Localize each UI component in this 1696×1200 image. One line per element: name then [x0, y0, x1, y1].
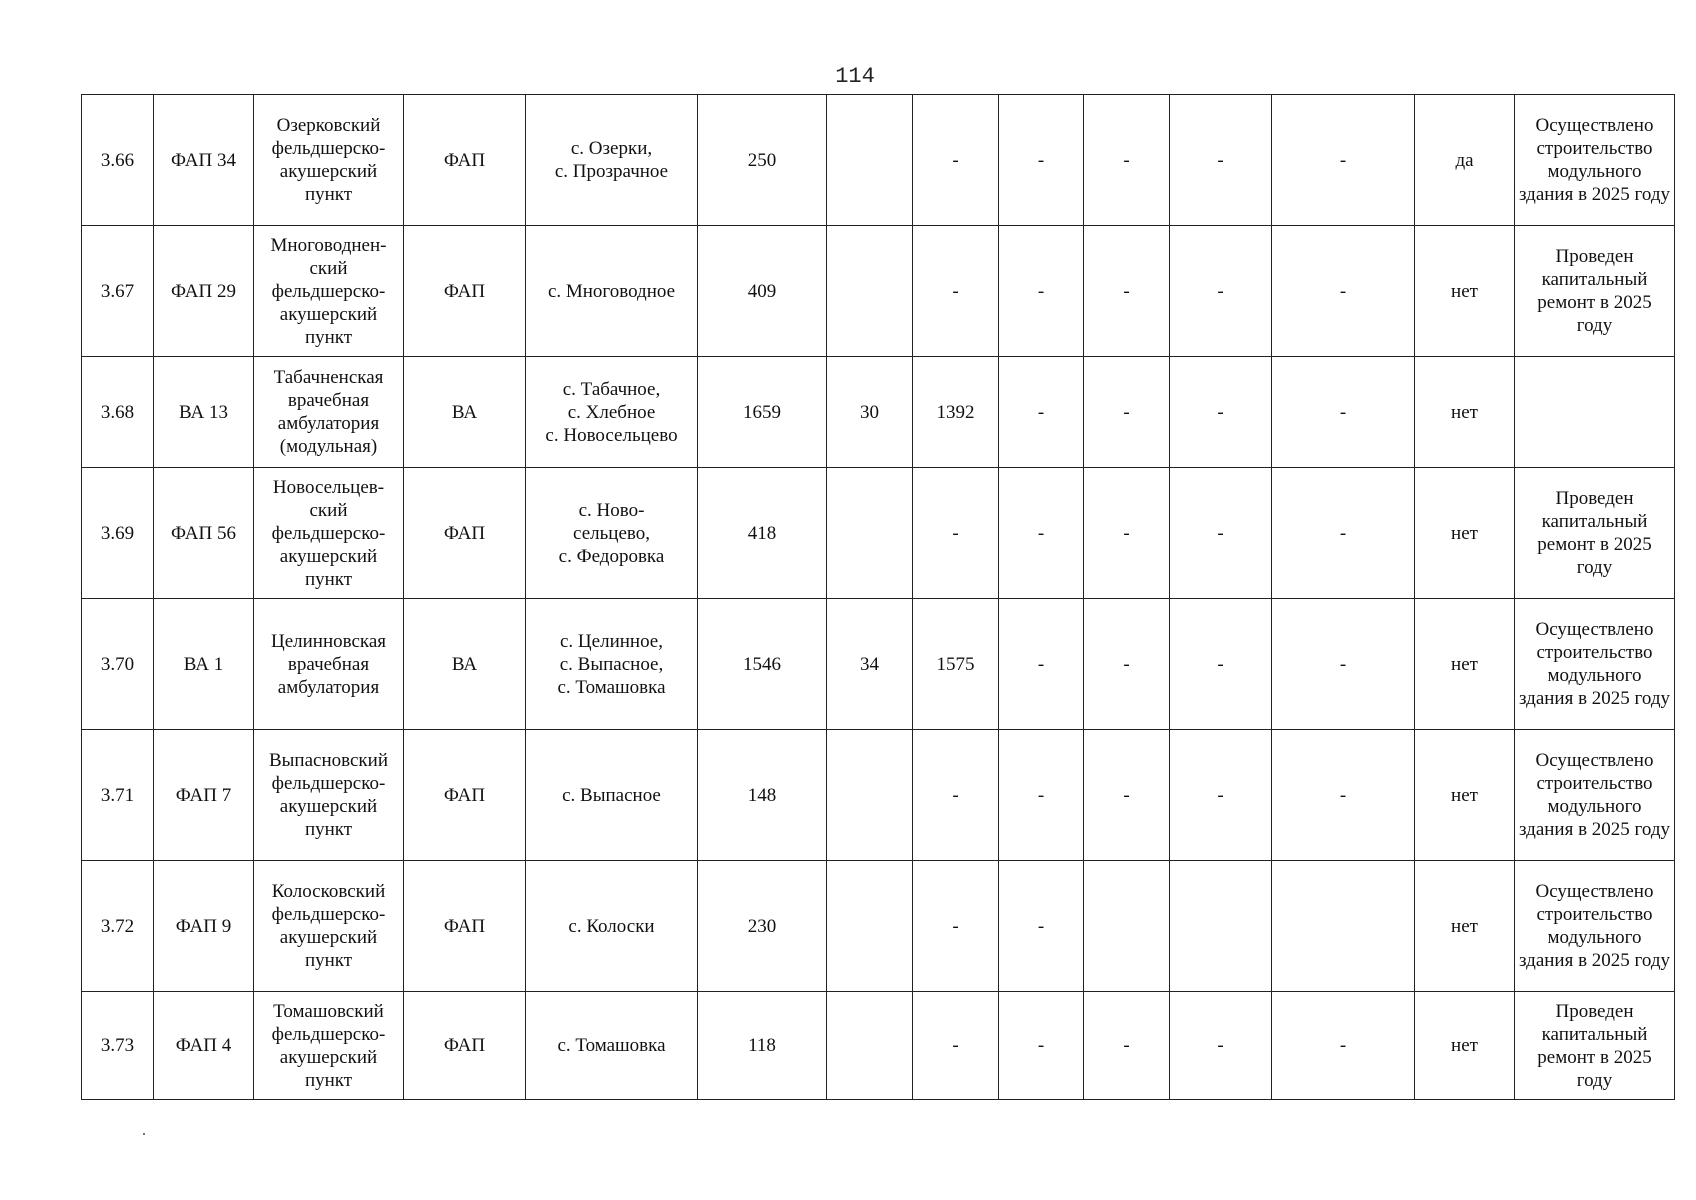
cell-col10-cell: - — [1084, 599, 1170, 730]
population-cell: 409 — [698, 226, 827, 357]
cell-col8-cell: - — [913, 468, 999, 599]
cell-col8-cell: - — [913, 992, 999, 1100]
facility-code-cell: ФАП 4 — [154, 992, 254, 1100]
facility-type-cell: ВА — [404, 599, 526, 730]
note-cell: Проведен капитальный ремонт в 2025 году — [1515, 992, 1675, 1100]
table-row — [82, 599, 1675, 730]
cell-col10-cell: - — [1084, 226, 1170, 357]
cell-col9-cell: - — [999, 357, 1084, 468]
cell-col10-cell — [1084, 861, 1170, 992]
facility-code-cell: ФАП 56 — [154, 468, 254, 599]
flag-cell: нет — [1415, 730, 1515, 861]
settlements-cell: с. Многоводное — [526, 226, 698, 357]
table-row — [82, 95, 1675, 226]
cell-col7-cell — [827, 861, 913, 992]
cell-col12-cell: - — [1272, 599, 1415, 730]
cell-col12-cell: - — [1272, 730, 1415, 861]
facility-name-cell: Табачненская врачебная амбулатория (модульная) — [254, 357, 404, 468]
cell-col8-cell: - — [913, 226, 999, 357]
cell-col7-cell — [827, 468, 913, 599]
flag-cell: нет — [1415, 861, 1515, 992]
note-cell: Осуществлено строительство модульного здания в 2025 году — [1515, 730, 1675, 861]
row-number-cell: 3.70 — [82, 599, 154, 730]
settlements-cell: с. Выпасное — [526, 730, 698, 861]
settlements-cell: с. Колоски — [526, 861, 698, 992]
cell-col8-cell: 1392 — [913, 357, 999, 468]
cell-col8-cell: - — [913, 95, 999, 226]
cell-col11-cell: - — [1170, 599, 1272, 730]
population-cell: 148 — [698, 730, 827, 861]
cell-col12-cell: - — [1272, 468, 1415, 599]
population-cell: 1659 — [698, 357, 827, 468]
facility-code-cell: ВА 1 — [154, 599, 254, 730]
note-cell: Осуществлено строительство модульного здания в 2025 году — [1515, 861, 1675, 992]
flag-cell: нет — [1415, 599, 1515, 730]
facility-name-cell: Озерковский фельдшерско-акушерский пункт — [254, 95, 404, 226]
cell-col7-cell — [827, 992, 913, 1100]
flag-cell: нет — [1415, 357, 1515, 468]
facility-type-cell: ФАП — [404, 992, 526, 1100]
facility-code-cell: ФАП 34 — [154, 95, 254, 226]
cell-col11-cell — [1170, 861, 1272, 992]
facility-type-cell: ФАП — [404, 468, 526, 599]
cell-col12-cell: - — [1272, 992, 1415, 1100]
cell-col8-cell: - — [913, 730, 999, 861]
facility-name-cell: Многоводнен-ский фельдшерско-акушерский пункт — [254, 226, 404, 357]
table-row — [82, 730, 1675, 861]
facility-type-cell: ФАП — [404, 730, 526, 861]
settlements-cell: с. Ново- сельцево, с. Федоровка — [526, 468, 698, 599]
table-body — [82, 95, 1675, 1100]
row-number-cell: 3.72 — [82, 861, 154, 992]
cell-col7-cell: 30 — [827, 357, 913, 468]
population-cell: 118 — [698, 992, 827, 1100]
cell-col9-cell: - — [999, 226, 1084, 357]
flag-cell: нет — [1415, 992, 1515, 1100]
population-cell: 250 — [698, 95, 827, 226]
settlements-cell: с. Томашовка — [526, 992, 698, 1100]
table-row — [82, 468, 1675, 599]
note-cell: Осуществлено строительство модульного здания в 2025 году — [1515, 95, 1675, 226]
cell-col12-cell — [1272, 861, 1415, 992]
cell-col9-cell: - — [999, 95, 1084, 226]
cell-col7-cell — [827, 226, 913, 357]
cell-col10-cell: - — [1084, 730, 1170, 861]
facilities-table — [81, 94, 1675, 1100]
table-row — [82, 861, 1675, 992]
cell-col9-cell: - — [999, 468, 1084, 599]
cell-col12-cell: - — [1272, 226, 1415, 357]
cell-col7-cell — [827, 730, 913, 861]
facility-type-cell: ФАП — [404, 226, 526, 357]
cell-col7-cell: 34 — [827, 599, 913, 730]
flag-cell: нет — [1415, 468, 1515, 599]
row-number-cell: 3.71 — [82, 730, 154, 861]
flag-cell: нет — [1415, 226, 1515, 357]
row-number-cell: 3.67 — [82, 226, 154, 357]
row-number-cell: 3.73 — [82, 992, 154, 1100]
table-row — [82, 357, 1675, 468]
scan-artifact — [143, 1133, 145, 1135]
cell-col10-cell: - — [1084, 992, 1170, 1100]
note-cell: Проведен капитальный ремонт в 2025 году — [1515, 468, 1675, 599]
facility-type-cell: ФАП — [404, 861, 526, 992]
table-row — [82, 226, 1675, 357]
settlements-cell: с. Табачное, с. Хлебное с. Новосельцево — [526, 357, 698, 468]
cell-col9-cell: - — [999, 599, 1084, 730]
cell-col11-cell: - — [1170, 730, 1272, 861]
facility-name-cell: Новосельцев-ский фельдшерско-акушерский пункт — [254, 468, 404, 599]
cell-col10-cell: - — [1084, 468, 1170, 599]
population-cell: 230 — [698, 861, 827, 992]
cell-col9-cell: - — [999, 861, 1084, 992]
cell-col9-cell: - — [999, 992, 1084, 1100]
cell-col9-cell: - — [999, 730, 1084, 861]
cell-col11-cell: - — [1170, 226, 1272, 357]
facility-name-cell: Выпасновский фельдшерско-акушерский пункт — [254, 730, 404, 861]
flag-cell: да — [1415, 95, 1515, 226]
population-cell: 1546 — [698, 599, 827, 730]
note-cell: Осуществлено строительство модульного здания в 2025 году — [1515, 599, 1675, 730]
cell-col8-cell: 1575 — [913, 599, 999, 730]
facility-type-cell: ВА — [404, 357, 526, 468]
row-number-cell: 3.68 — [82, 357, 154, 468]
cell-col12-cell: - — [1272, 357, 1415, 468]
facility-type-cell: ФАП — [404, 95, 526, 226]
facility-code-cell: ФАП 7 — [154, 730, 254, 861]
table-row — [82, 992, 1675, 1100]
cell-col10-cell: - — [1084, 95, 1170, 226]
cell-col7-cell — [827, 95, 913, 226]
facility-code-cell: ФАП 29 — [154, 226, 254, 357]
cell-col11-cell: - — [1170, 468, 1272, 599]
row-number-cell: 3.69 — [82, 468, 154, 599]
settlements-cell: с. Целинное, с. Выпасное, с. Томашовка — [526, 599, 698, 730]
settlements-cell: с. Озерки, с. Прозрачное — [526, 95, 698, 226]
note-cell — [1515, 357, 1675, 468]
row-number-cell: 3.66 — [82, 95, 154, 226]
cell-col10-cell: - — [1084, 357, 1170, 468]
facility-code-cell: ВА 13 — [154, 357, 254, 468]
cell-col12-cell: - — [1272, 95, 1415, 226]
cell-col8-cell: - — [913, 861, 999, 992]
cell-col11-cell: - — [1170, 357, 1272, 468]
cell-col11-cell: - — [1170, 992, 1272, 1100]
population-cell: 418 — [698, 468, 827, 599]
facility-name-cell: Колосковский фельдшерско-акушерский пункт — [254, 861, 404, 992]
cell-col11-cell: - — [1170, 95, 1272, 226]
facility-name-cell: Томашовский фельдшерско-акушерский пункт — [254, 992, 404, 1100]
facility-name-cell: Целинновская врачебная амбулатория — [254, 599, 404, 730]
facility-code-cell: ФАП 9 — [154, 861, 254, 992]
page-number: 114 — [835, 64, 875, 89]
note-cell: Проведен капитальный ремонт в 2025 году — [1515, 226, 1675, 357]
